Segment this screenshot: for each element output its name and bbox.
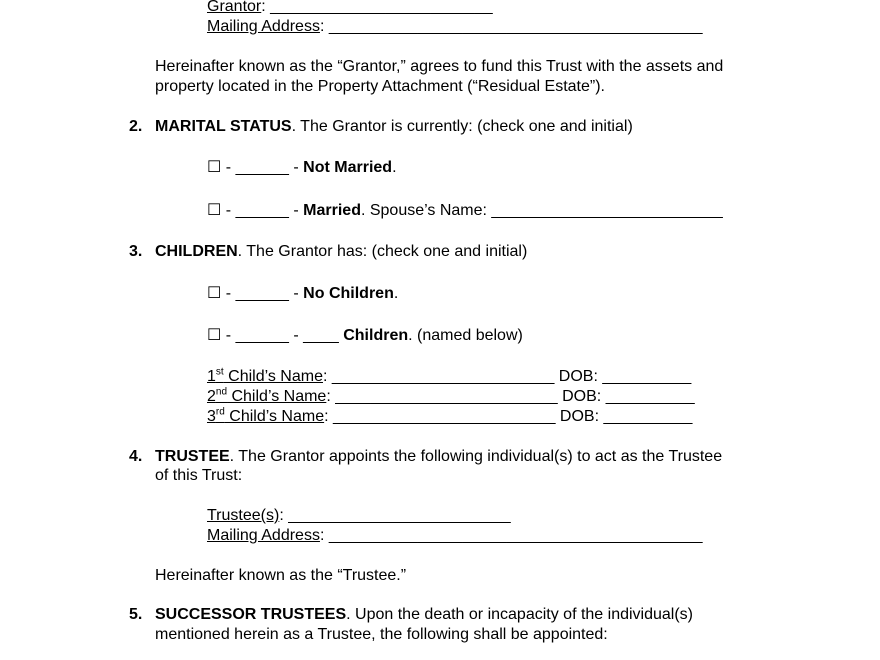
child-1-ordinal-suffix: st	[215, 366, 224, 378]
trustee-heading: TRUSTEE	[155, 448, 230, 465]
trustee-heading-rest: . The Grantor appoints the following individual(s) to act as the Trustee	[229, 448, 723, 465]
children-heading: CHILDREN	[155, 243, 238, 260]
children-suffix: . (named below)	[408, 327, 523, 344]
child-1-ordinal: 1	[207, 368, 216, 385]
trustee-name-line	[207, 506, 511, 526]
children-label: Children	[343, 327, 409, 344]
trustee-name-label: Trustee(s)	[207, 507, 280, 524]
spouse-name-field[interactable]: . Spouse’s Name: __________________________	[360, 202, 723, 219]
child-3-fields[interactable]: : _________________________ DOB: __________	[324, 408, 693, 425]
child-2-fields[interactable]: : _________________________ DOB: __________	[326, 388, 695, 405]
trustee-mailing-blank[interactable]: : __________________________________________	[319, 527, 703, 544]
child-3-label	[207, 408, 324, 425]
no-children-suffix: .	[393, 285, 399, 302]
marital-option-not-married[interactable]	[207, 158, 397, 178]
checkbox-married[interactable]: ☐ - ______ -	[207, 202, 304, 219]
child-1-label	[207, 368, 323, 385]
child-3-ordinal-suffix: rd	[215, 406, 225, 418]
child-1-label-text: Child’s Name	[223, 368, 323, 385]
child-2-label-text: Child’s Name	[227, 388, 327, 405]
no-children-label: No Children	[303, 285, 394, 302]
child-3-line[interactable]	[207, 407, 692, 427]
successor-number: 5.	[129, 606, 143, 623]
grantor-blank[interactable]: _________________________	[265, 0, 493, 15]
grantor-mailing-label: Mailing Address	[207, 18, 320, 35]
child-2-line[interactable]	[207, 387, 695, 407]
grantor-hereinafter-line-2: property located in the Property Attachment (“Residual Estate”).	[155, 78, 605, 95]
successor-heading-line-2: mentioned herein as a Trustee, the following shall be appointed:	[155, 626, 608, 643]
child-3-label-text: Child’s Name	[224, 408, 325, 425]
marital-heading-line	[155, 117, 633, 137]
grantor-mailing-blank[interactable]: : __________________________________________	[319, 18, 703, 35]
trustee-hereinafter: Hereinafter known as the “Trustee.”	[155, 567, 407, 584]
grantor-mailing-line	[207, 17, 703, 37]
children-option-none[interactable]	[207, 284, 398, 304]
marital-number: 2.	[129, 118, 143, 135]
children-heading-line	[155, 242, 527, 262]
grantor-line	[207, 0, 493, 17]
trustee-mailing-line	[207, 526, 703, 546]
child-1-line[interactable]	[207, 367, 691, 387]
checkbox-children[interactable]: ☐ - ______ - ____	[207, 327, 344, 344]
trustee-heading-line	[155, 447, 722, 467]
children-number: 3.	[129, 243, 143, 260]
marital-heading-rest: . The Grantor is currently: (check one and initial)	[291, 118, 633, 135]
not-married-suffix: .	[392, 159, 397, 176]
grantor-label: Grantor	[207, 0, 262, 15]
not-married-label: Not Married	[303, 159, 393, 176]
grantor-colon: :	[261, 0, 266, 15]
child-1-fields[interactable]: : _________________________ DOB: __________	[322, 368, 692, 385]
marital-option-married[interactable]	[207, 201, 723, 221]
trustee-number: 4.	[129, 448, 143, 465]
trustee-heading-line-2: of this Trust:	[155, 467, 243, 484]
child-2-label	[207, 388, 326, 405]
trustee-name-blank[interactable]: : _________________________	[279, 507, 511, 524]
child-2-ordinal-suffix: nd	[215, 386, 228, 398]
successor-heading-line	[155, 605, 693, 625]
children-heading-rest: . The Grantor has: (check one and initial)	[237, 243, 528, 260]
trustee-mailing-label: Mailing Address	[207, 527, 320, 544]
checkbox-no-children[interactable]: ☐ - ______ -	[207, 285, 304, 302]
child-2-ordinal: 2	[207, 388, 216, 405]
marital-heading: MARITAL STATUS	[155, 118, 292, 135]
successor-heading-rest: . Upon the death or incapacity of the individual(s)	[346, 606, 694, 623]
child-3-ordinal: 3	[207, 408, 216, 425]
successor-heading: SUCCESSOR TRUSTEES	[155, 606, 347, 623]
married-label: Married	[303, 202, 361, 219]
checkbox-not-married[interactable]: ☐ - ______ -	[207, 159, 304, 176]
grantor-hereinafter-line-1: Hereinafter known as the “Grantor,” agrees to fund this Trust with the assets and	[155, 58, 724, 75]
children-option-some[interactable]	[207, 326, 523, 346]
